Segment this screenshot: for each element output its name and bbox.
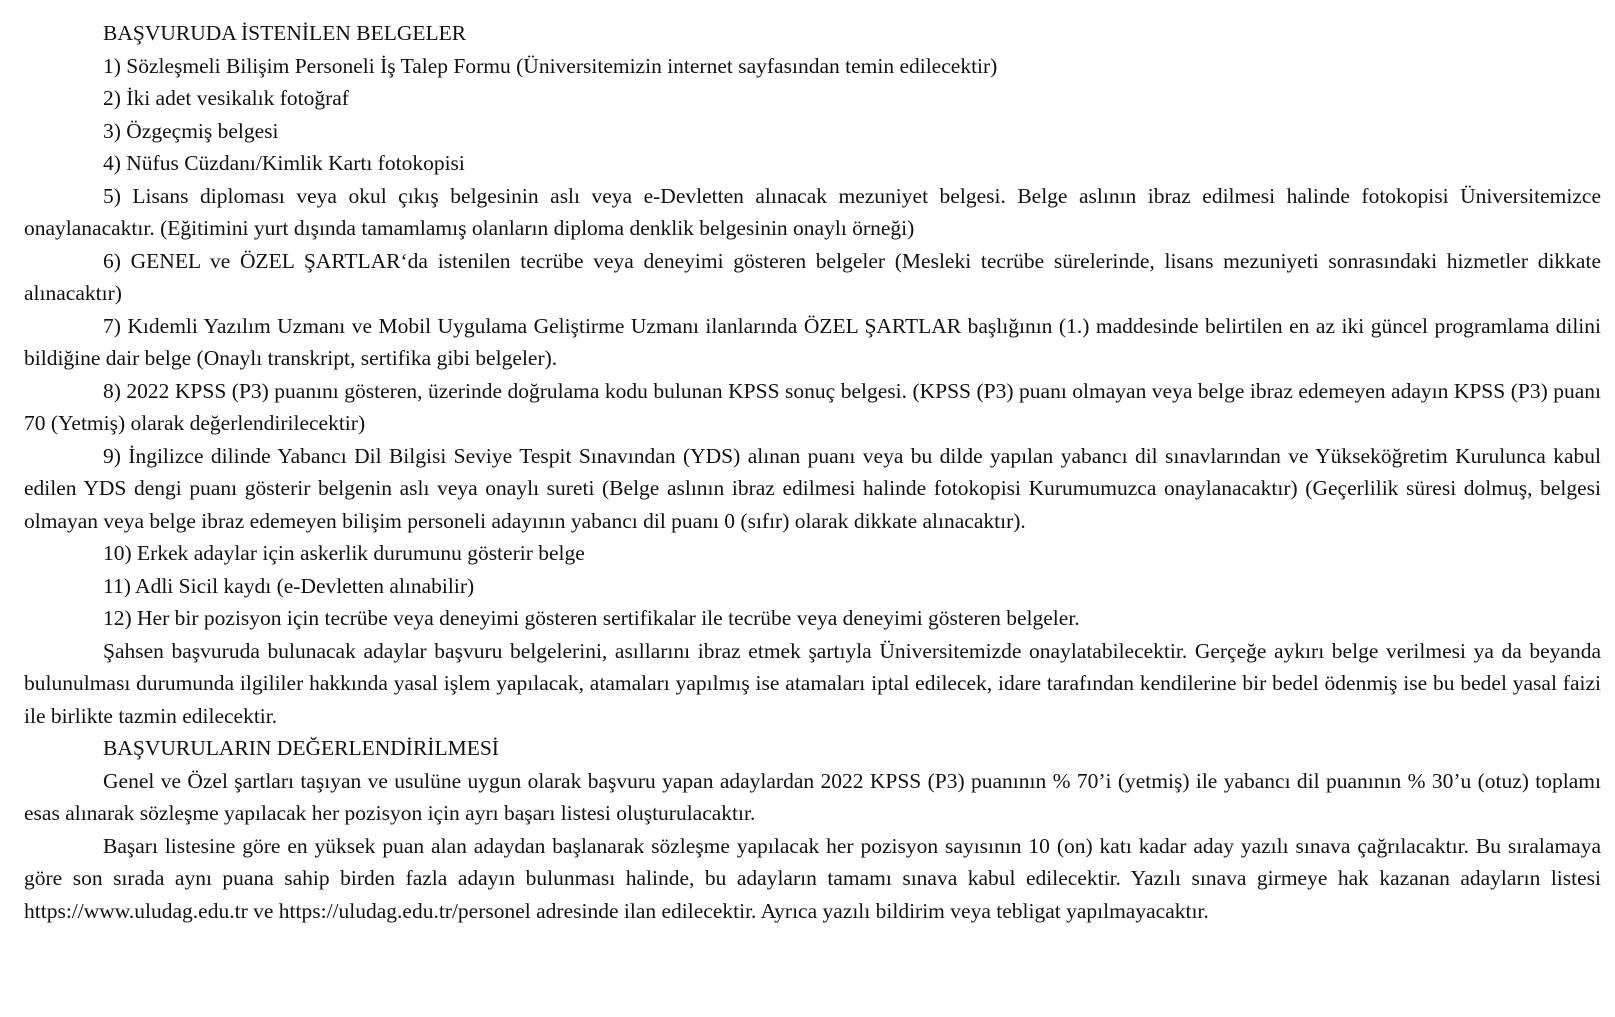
- list-item: 2) İki adet vesikalık fotoğraf: [103, 86, 349, 110]
- section-heading-evaluation: BAŞVURULARIN DEĞERLENDİRİLMESİ: [103, 736, 499, 760]
- evaluation-paragraph: Genel ve Özel şartları taşıyan ve usulüne uygun olarak başvuru yapan adaylardan 2022 KPSS (P3) puanının % 70’i (yetmiş) ile yabancı dil puanının % 30’u (otuz) toplamı esas alınarak sözleşme yapılacak her pozisyon için ayrı başarı listesi oluşturulacaktır.: [24, 768, 1601, 825]
- evaluation-paragraph: Başarı listesine göre en yüksek puan alan adaydan başlanarak sözleşme yapılacak her pozisyon sayısının 10 (on) katı kadar aday yazılı sınava çağrılacaktır. Bu sıralamaya göre son sırada aynı puana sahip birden fazla adayın bulunması halinde, bu adayların tamamı sınava kabul edilecektir. Yazılı sınava girmeye hak kazanan adayların listesi https://www.uludag.edu.tr ve https://uludag.edu.tr/personel adresinde ilan edilecektir. Ayrıca yazılı bildirim veya tebligat yapılmayacaktır.: [24, 833, 1601, 923]
- list-item: 8) 2022 KPSS (P3) puanını gösteren, üzerinde doğrulama kodu bulunan KPSS sonuç belgesi. (KPSS (P3) puanı olmayan veya belge ibraz edemeyen adayın KPSS (P3) puanı 70 (Yetmiş) olarak değerlendirilecektir): [24, 378, 1601, 435]
- list-item: 12) Her bir pozisyon için tecrübe veya deneyimi gösteren sertifikalar ile tecrübe veya deneyimi gösteren belgeler.: [103, 606, 1080, 630]
- section-heading-required-documents: BAŞVURUDA İSTENİLEN BELGELER: [103, 21, 467, 45]
- personal-application-note: Şahsen başvuruda bulunacak adaylar başvuru belgelerini, asıllarını ibraz etmek şartıyla Üniversitemizde onaylatabilecektir. Gerçeğe aykırı belge verilmesi ya da beyanda bulunulması durumunda ilgililer hakkında yasal işlem yapılacak, atamaları yapılmış ise atamaları iptal edilecek, idare tarafından kendilerine bir bedel ödenmiş ise bu bedel yasal faizi ile birlikte tazmin edilecektir.: [24, 638, 1601, 728]
- list-item: 1) Sözleşmeli Bilişim Personeli İş Talep Formu (Üniversitemizin internet sayfasından temin edilecektir): [103, 53, 998, 78]
- list-item: 10) Erkek adaylar için askerlik durumunu gösterir belge: [103, 541, 585, 565]
- list-item: 9) İngilizce dilinde Yabancı Dil Bilgisi Seviye Tespit Sınavından (YDS) alınan puanı veya bu dilde yapılan yabancı dil sınavlarından ve Yükseköğretim Kurulunca kabul edilen YDS dengi puanı gösterir belgenin aslı veya onaylı sureti (Belge aslının ibraz edilmesi halinde fotokopisi Kurumumuzca onaylanacaktır) (Geçerlilik süresi dolmuş, belgesi olmayan veya belge ibraz edemeyen bilişim personeli adayının yabancı dil puanı 0 (sıfır) olarak dikkate alınacaktır).: [24, 443, 1601, 533]
- list-item: 5) Lisans diploması veya okul çıkış belgesinin aslı veya e-Devletten alınacak mezuniyet belgesi. Belge aslının ibraz edilmesi halinde fotokopisi Üniversitemizce onaylanacaktır. (Eğitimini yurt dışında tamamlamış olanların diploma denklik belgesinin onaylı örneği): [24, 183, 1601, 240]
- list-item: 7) Kıdemli Yazılım Uzmanı ve Mobil Uygulama Geliştirme Uzmanı ilanlarında ÖZEL ŞARTLAR başlığının (1.) maddesinde belirtilen en az iki güncel programlama dilini bildiğine dair belge (Onaylı transkript, sertifika gibi belgeler).: [24, 313, 1601, 370]
- list-item: 6) GENEL ve ÖZEL ŞARTLAR‘da istenilen tecrübe veya deneyimi gösteren belgeler (Mesleki tecrübe sürelerinde, lisans mezuniyeti sonrasındaki hizmetler dikkate alınacaktır): [24, 248, 1601, 305]
- list-item: 11) Adli Sicil kaydı (e-Devletten alınabilir): [103, 573, 475, 598]
- list-item: 4) Nüfus Cüzdanı/Kimlik Kartı fotokopisi: [103, 151, 465, 175]
- list-item: 3) Özgeçmiş belgesi: [103, 118, 279, 143]
